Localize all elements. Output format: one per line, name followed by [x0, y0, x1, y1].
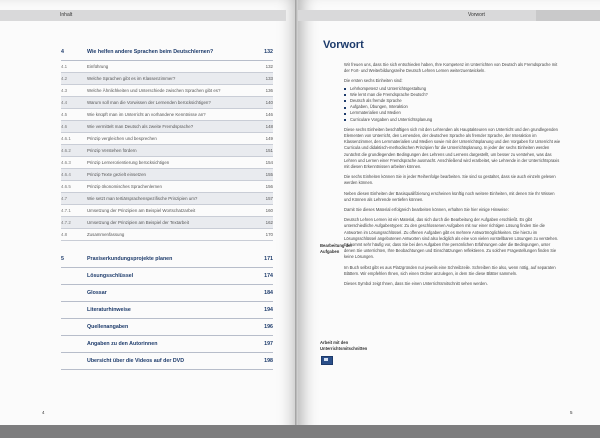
toc-number: 4.6.2: [61, 148, 71, 153]
toc-title: Prinzip Lernerorientierung berücksichtigen: [87, 160, 170, 165]
toc-title: Warum soll man die Vorwissen der Lernenden berücksichtigen?: [87, 100, 211, 105]
toc-row: [61, 268, 273, 285]
toc-page: 156: [265, 184, 273, 189]
toc-title: Quellenangaben: [87, 324, 129, 330]
paragraph: Neben diesen Einheiten der Basisqualifizierung erscheinen künftig noch weitere Einheiten, mit denen Sie Ihr Wissen und Können als Lehrende vertiefen können.: [344, 190, 555, 202]
table-of-contents: [61, 44, 273, 370]
toc-number: 5: [61, 256, 64, 262]
toc-title: Wie knüpft man im Unterricht an vorhandene Kenntnisse an?: [87, 112, 206, 117]
list-item: Deutsch als fremde Sprache: [344, 98, 562, 104]
toc-row: [61, 251, 273, 268]
toc-row: [61, 169, 273, 181]
toc-page: 174: [264, 273, 273, 279]
list-item: Curriculare Vorgaben und Unterrichtsplanung: [344, 117, 562, 123]
paragraph: Im Buch selbst gibt es aus Platzgründen nur jeweils eine Schreibzeile. Schreiben Sie also, wenn nötig, auf separaten Blättern. Wir empfehlen Ihnen, sich einen Ordner anzulegen, in dem Sie diese Blätter sammeln.: [344, 264, 556, 276]
paragraph: Deutsch Lehren Lernen ist ein Material, das sich durch die Bearbeitung der Aufgaben erschließt. Es gibt unterschiedliche Aufgabentypen: Zu den geschlossenen Aufgaben mit nur einer richtigen Lösung finden Sie die Antworten im Lösungsschlüssel. Zu offenen Aufgaben gibt es mehrere Antwortmöglichkeiten. Die hierzu im Lösungsschlüssel angebotenen Antworten sind also lediglich als eine von vielen vorstellbaren Lösungen zu verstehen. Es kommt sehr häufig vor, dass Sie bei den Aufgaben Ihre persönlichen Erfahrungen oder die Bedingungen, unter denen Sie unterrichten, Ihre Beobachtungen und Einschätzungen reflektieren. Zu solchen Fragestellungen finden Sie keine Lösungen.: [344, 217, 559, 260]
toc-number: 4.7.2: [61, 220, 71, 225]
margin-label-tasks: Bearbeitung der Aufgaben: [320, 243, 353, 254]
toc-title: Umsetzung der Prinzipien am Beispiel Wortschatzarbeit: [87, 208, 196, 213]
header-color-block: [536, 10, 600, 21]
toc-row: [61, 205, 273, 217]
toc-number: 4.2: [61, 76, 68, 81]
toc-page: 184: [264, 290, 273, 296]
toc-title: Umsetzung der Prinzipien am Beispiel der Textarbeit: [87, 220, 189, 225]
toc-page: 162: [265, 220, 273, 225]
paragraph: Die sechs Einheiten können Sie in jeder Reihenfolge bearbeiten. Sie sind so gestaltet, dass sie auch einzeln gelesen werden können.: [344, 174, 556, 186]
paragraph: Damit Sie dieses Material erfolgreich bearbeiten können, erhalten Sie hier einige Hinweise:: [344, 207, 509, 213]
list-item: Lehrkompetenz und Unterrichtsgestaltung: [344, 86, 562, 92]
toc-page: 146: [265, 112, 273, 117]
toc-page: 197: [264, 341, 273, 347]
toc-spacer: [61, 241, 273, 251]
toc-page: 136: [265, 88, 273, 93]
left-page-header: [0, 10, 286, 21]
toc-number: 4.7: [61, 196, 68, 201]
paragraph: Diese sechs Einheiten beschäftigen sich mit den Lehrenden als Hauptakteuren von Unterricht und den grundlegenden Elementen von Unterricht, den Lernenden, der deutschen Sprache als fremder Sprache, der Interaktion im Klassenzimmer, den Lernmaterialien und Medien sowie mit der Unterrichtsplanung und den Vorgaben für Unterricht wie Curricula und didaktisch-methodischen Prinzipien für die Unterrichtsplanung. In jeder der sechs Einheiten werden zunächst die grundlegenden Bedingungen des Lehrens und Lernens dargestellt, um besser zu verstehen, was das Lehren und Lernen einer Fremdsprache ausmacht. Anschließend wird erarbeitet, wie Lehrende in der Unterrichtspraxis mit diesen Erkenntnissen arbeiten können.: [344, 126, 561, 170]
left-page: [0, 0, 298, 438]
toc-title: Prinzip Texte gezielt einsetzen: [87, 172, 146, 177]
list-item: Aufgaben, Übungen, Interaktion: [344, 104, 562, 110]
toc-number: 4.6.3: [61, 160, 71, 165]
left-page-number: 4: [42, 410, 45, 415]
toc-row: [61, 193, 273, 205]
toc-page: 133: [265, 76, 273, 81]
toc-title: Praxiserkundungsprojekte planen: [87, 256, 173, 262]
toc-page: 160: [265, 208, 273, 213]
right-header-label: Vorwort: [468, 11, 485, 18]
toc-row: [61, 121, 273, 133]
toc-page: 198: [264, 358, 273, 364]
toc-number: 4.6: [61, 124, 68, 129]
toc-number: 4.6.4: [61, 172, 71, 177]
toc-row: [61, 157, 273, 169]
intro-paragraph: Wir freuen uns, dass Sie sich entschieden haben, Ihre Kompetenz im Unterrichten von Deutsch als Fremdsprache mit der Fort- und Weiterbildungsreihe Deutsch Lehren Lernen weiterzuentwickeln.: [344, 62, 558, 74]
toc-title: Einführung: [87, 64, 109, 69]
toc-page: 155: [265, 172, 273, 177]
margin-label-videos: Arbeit mit den Unterrichtsmitschnitten: [320, 340, 368, 351]
toc-title: Lösungsschlüssel: [87, 273, 134, 279]
toc-title: Zusammenfassung: [87, 232, 125, 237]
toc-title: Prinzip Verstehen fördern: [87, 148, 137, 153]
toc-row: [61, 61, 273, 73]
toc-row: [61, 145, 273, 157]
toc-title: Wie helfen andere Sprachen beim Deutschlernen?: [87, 49, 214, 55]
unit-list: [344, 86, 562, 123]
toc-row: [61, 133, 273, 145]
paragraph: Dieses Symbol zeigt Ihnen, dass Sie einen Unterrichtsmitschnitt sehen werden.: [344, 281, 488, 287]
toc-title: Prinzip ökonomisches Sprachenlernen: [87, 184, 162, 189]
toc-number: 4.6.5: [61, 184, 71, 189]
toc-title: Wie setzt man tertiärsprachenspezifische Prinzipien um?: [87, 196, 198, 201]
toc-page: 132: [265, 64, 273, 69]
toc-title: Übersicht über die Videos auf der DVD: [87, 358, 185, 364]
toc-page: 194: [264, 307, 273, 313]
toc-page: 151: [265, 148, 273, 153]
toc-row: [61, 85, 273, 97]
toc-page: 170: [265, 232, 273, 237]
toc-row: [61, 353, 273, 370]
toc-number: 4.8: [61, 232, 68, 237]
toc-number: 4.4: [61, 100, 68, 105]
toc-page: 171: [264, 256, 273, 262]
left-header-label: Inhalt: [60, 11, 73, 18]
toc-title: Angaben zu den Autorinnen: [87, 341, 158, 347]
toc-title: Glossar: [87, 290, 107, 296]
toc-number: 4.1: [61, 64, 68, 69]
toc-row: [61, 319, 273, 336]
table-surface: [0, 425, 600, 438]
list-item: Lernmaterialien und Medien: [344, 110, 562, 116]
toc-title: Wie vermittelt man Deutsch als zweite Fremdsprache?: [87, 124, 194, 129]
toc-number: 4.3: [61, 88, 68, 93]
toc-number: 4: [61, 49, 64, 55]
toc-page: 148: [265, 124, 273, 129]
right-page: [298, 0, 600, 438]
right-page-number: 5: [570, 410, 573, 415]
video-icon: [321, 356, 333, 365]
toc-number: 4.5: [61, 112, 68, 117]
toc-title: Welche Ähnlichkeiten und Unterschiede zwischen Sprachen gibt es?: [87, 88, 221, 93]
body-text: [344, 62, 562, 291]
toc-page: 196: [264, 324, 273, 330]
toc-number: 4.7.1: [61, 208, 71, 213]
toc-page: 157: [265, 196, 273, 201]
toc-title: Literaturhinweise: [87, 307, 131, 313]
right-page-header: [298, 10, 600, 21]
toc-row: [61, 44, 273, 61]
toc-row: [61, 229, 273, 241]
list-intro: Die ersten sechs Einheiten sind:: [344, 78, 403, 84]
toc-row: [61, 285, 273, 302]
list-item: Wie lernt man die Fremdsprache Deutsch?: [344, 92, 562, 98]
toc-page: 140: [265, 100, 273, 105]
toc-page: 154: [265, 160, 273, 165]
toc-page: 132: [264, 49, 273, 55]
toc-row: [61, 302, 273, 319]
toc-title: Prinzip vergleichen und besprechen: [87, 136, 157, 141]
toc-row: [61, 109, 273, 121]
toc-row: [61, 97, 273, 109]
toc-number: 4.6.1: [61, 136, 71, 141]
toc-page: 149: [265, 136, 273, 141]
toc-row: [61, 181, 273, 193]
page-title: Vorwort: [323, 39, 364, 51]
toc-row: [61, 217, 273, 229]
toc-row: [61, 73, 273, 85]
toc-title: Welche Sprachen gibt es im Klassenzimmer?: [87, 76, 176, 81]
toc-row: [61, 336, 273, 353]
